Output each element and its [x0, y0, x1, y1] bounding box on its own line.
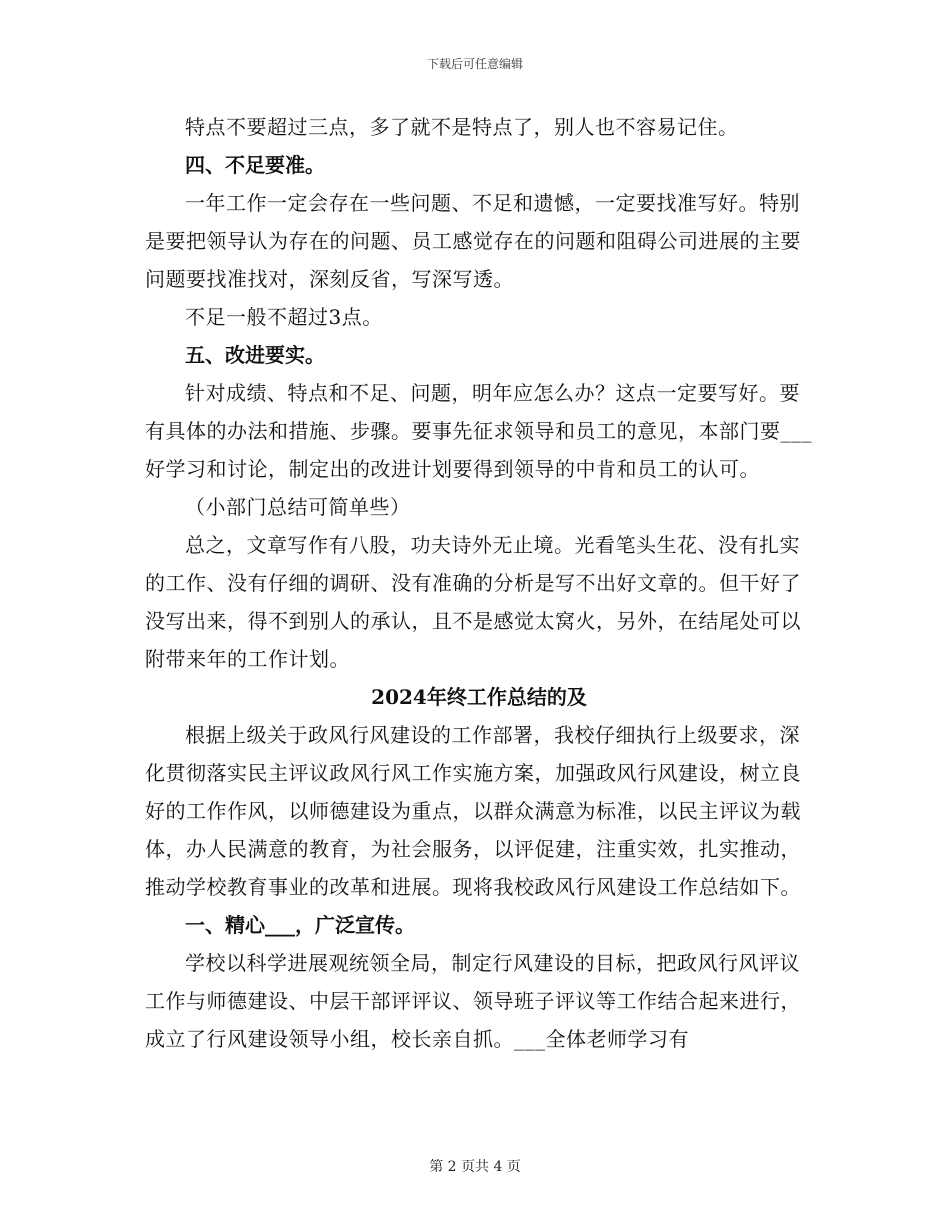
section-heading: 五、改进要实。 — [185, 343, 325, 367]
paragraph: 特点不要超过三点，多了就不是特点了，别人也不容易记住。 — [185, 115, 739, 139]
paragraph: 总之，文章写作有八股，功夫诗外无止境。光看笔头生花、没有扎实的工作、没有仔细的调研、没有准确的分析是写不出好文章的。但干好了没写出来，得不到别人的承认，且不是感觉太窝火，另外，在结尾处可以附带来年的工作计划。 — [145, 533, 801, 671]
section-heading: 一、精心___，广泛宣传。 — [185, 913, 415, 937]
document-body — [145, 108, 813, 1058]
section-heading: 四、不足要准。 — [185, 153, 325, 177]
paragraph: 学校以科学进展观统领全局，制定行风建设的目标，把政风行风评议工作与师德建设、中层干部评评议、领导班子评议等工作结合起来进行，成立了行风建设领导小组，校长亲自抓。___全体老师学习有 — [145, 951, 801, 1051]
paragraph-note: （小部门总结可简单些） — [185, 495, 411, 519]
paragraph: 根据上级关于政风行风建设的工作部署，我校仔细执行上级要求，深化贯彻落实民主评议政风行风工作实施方案，加强政风行风建设，树立良好的工作作风，以师德建设为重点，以群众满意为标准，以民主评议为载体，办人民满意的教育，为社会服务，以评促建，注重实效，扎实推动，推动学校教育事业的改革和进展。现将我校政风行风建设工作总结如下。 — [145, 723, 801, 899]
document-title: 2024年终工作总结的及 — [371, 685, 587, 709]
page-footer: 第 2 页共 4 页 — [429, 1159, 521, 1175]
paragraph: 一年工作一定会存在一些问题、不足和遗憾，一定要找准写好。特别是要把领导认为存在的问题、员工感觉存在的问题和阻碍公司进展的主要问题要找准找对，深刻反省，写深写透。 — [145, 191, 801, 291]
paragraph: 不足一般不超过3点。 — [185, 305, 383, 329]
paragraph: 针对成绩、特点和不足、问题，明年应怎么办？这点一定要写好。要有具体的办法和措施、步骤。要事先征求领导和员工的意见，本部门要___好学习和讨论，制定出的改进计划要得到领导的中肯和员工的认可。 — [145, 381, 812, 481]
page-header: 下载后可任意编辑 — [426, 57, 523, 71]
